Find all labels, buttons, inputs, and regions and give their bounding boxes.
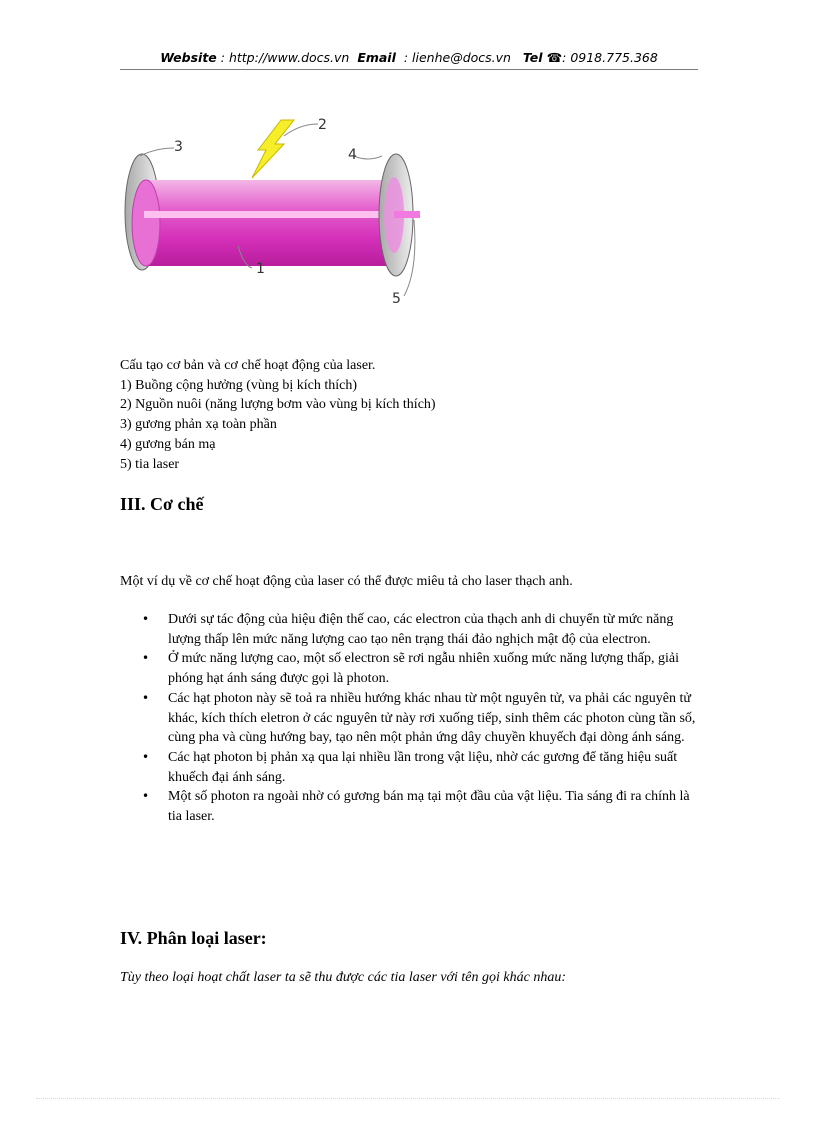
caption-line: Cấu tạo cơ bản và cơ chế hoạt động của laser. xyxy=(120,358,376,373)
list-item: • Ở mức năng lượng cao, một số electron sẽ rơi ngẫu nhiên xuống mức năng lượng thấp, giải phóng hạt ánh sáng được gọi là photon. xyxy=(120,649,700,688)
section-heading-classification: IV. Phân loại laser: xyxy=(120,928,267,948)
laser-beam-output xyxy=(394,211,420,218)
caption-line: 5) tia laser xyxy=(120,456,180,472)
email-value[interactable]: : lienhe@docs.vn xyxy=(403,50,511,65)
mechanism-intro: Một ví dụ về cơ chế hoạt động của laser có thể được miêu tả cho laser thạch anh. xyxy=(120,574,573,589)
classification-text: Tùy theo loại hoạt chất laser ta sẽ thu được các tia laser với tên gọi khác nhau: xyxy=(120,970,567,985)
list-item: • Dưới sự tác động của hiệu điện thế cao, các electron của thạch anh di chuyển từ mức năng lượng thấp lên mức năng lượng cao tạo nên trạng thái đảo nghịch mật độ của electron. xyxy=(120,610,700,649)
email-label: Email xyxy=(357,50,396,65)
label-5: 5 xyxy=(392,291,401,307)
tel-value: : 0918.775.368 xyxy=(562,50,658,65)
label-3: 3 xyxy=(174,139,183,155)
footer-divider xyxy=(36,1098,780,1099)
label-1: 1 xyxy=(256,261,265,277)
label-2: 2 xyxy=(318,117,327,133)
caption-line: 2) Nguồn nuôi (năng lượng bơm vào vùng bị kích thích) xyxy=(120,397,436,413)
resonator-tube xyxy=(144,180,406,266)
lightning-bolt-icon xyxy=(252,120,294,178)
header-divider xyxy=(120,69,698,70)
list-item: • Các hạt photon bị phản xạ qua lại nhiều lần trong vật liệu, nhờ các gương để tăng hiệu suất khuếch đại ánh sáng. xyxy=(120,748,700,787)
page-header xyxy=(120,50,698,65)
list-item: • Các hạt photon này sẽ toả ra nhiều hướng khác nhau từ một nguyên tử, va phải các nguyên tử khác, kích thích eletron ở các nguyên tử này rơi xuống tiếp, sinh thêm các photon cùng tần số, cùng pha và cùng hướng bay, tạo nên một phản ứng dây chuyền khuyếch đại dòng ánh sáng. xyxy=(120,689,700,748)
caption-line: 3) gương phản xạ toàn phần xyxy=(120,417,277,433)
phone-icon: ☎ xyxy=(546,50,563,65)
laser-diagram xyxy=(118,110,438,320)
caption-line: 1) Buồng cộng hưởng (vùng bị kích thích) xyxy=(120,377,358,393)
laser-beam-inner xyxy=(144,211,410,218)
figure-caption xyxy=(120,356,436,474)
list-item: • Một số photon ra ngoài nhờ có gương bán mạ tại một đầu của vật liệu. Tia sáng đi ra chính là tia laser. xyxy=(120,787,700,826)
tel-label: Tel xyxy=(522,50,543,65)
tube-left-end xyxy=(132,180,160,266)
website-label: Website xyxy=(160,50,217,65)
website-url[interactable]: : http://www.docs.vn xyxy=(220,50,350,65)
mechanism-list xyxy=(120,610,700,827)
label-4: 4 xyxy=(348,147,357,163)
caption-line: 4) gương bán mạ xyxy=(120,436,216,452)
section-heading-mechanism: III. Cơ chế xyxy=(120,494,204,514)
